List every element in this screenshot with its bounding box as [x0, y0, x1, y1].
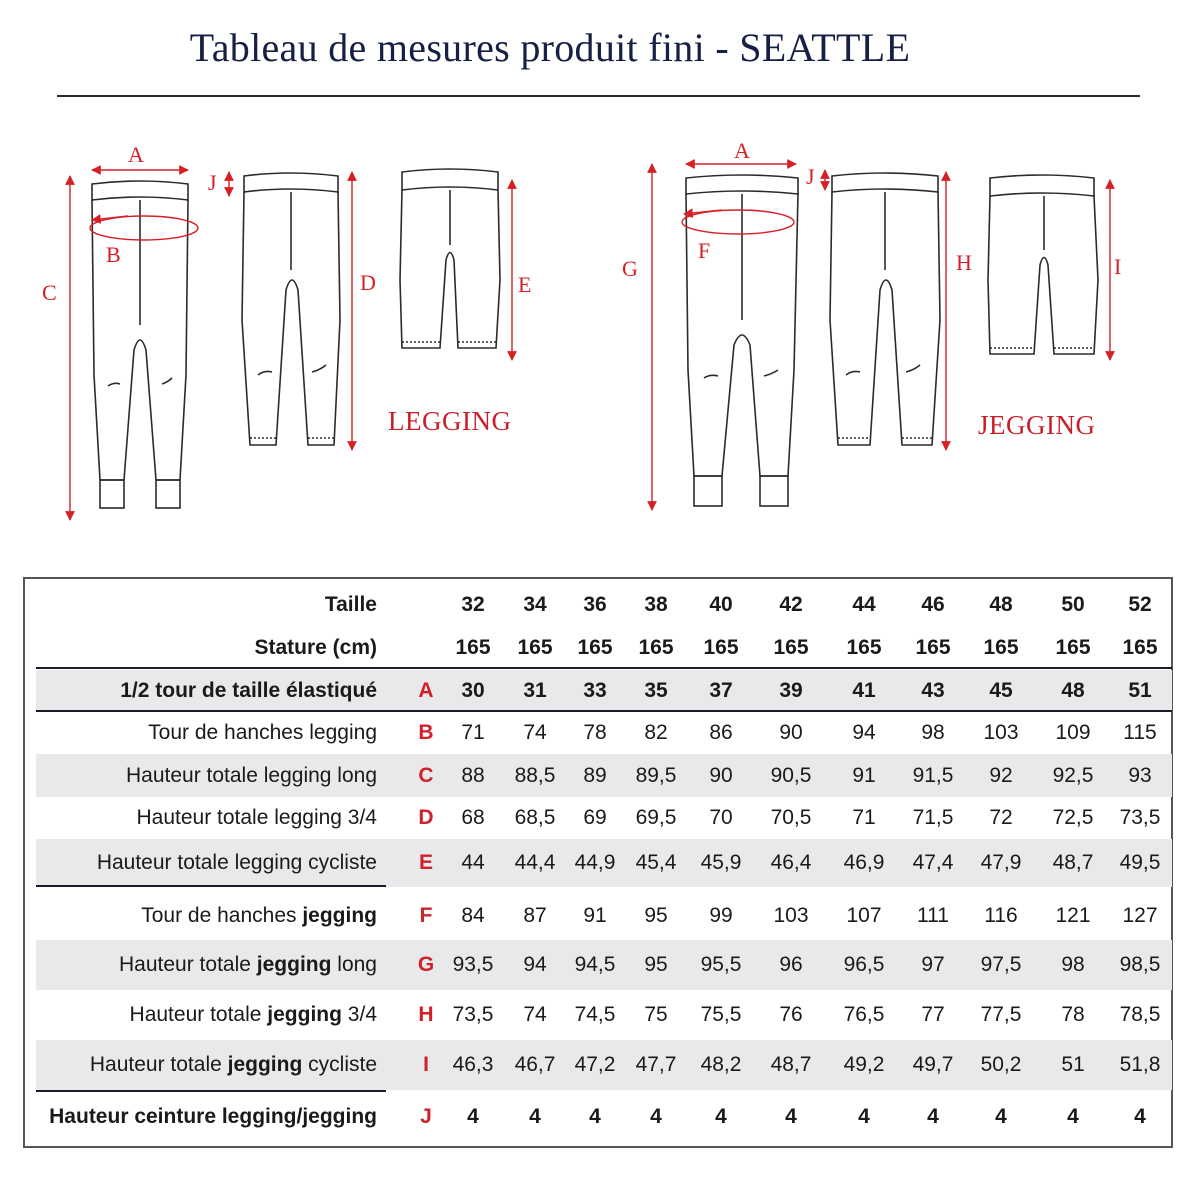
header-cell: 48 — [989, 593, 1013, 616]
value-cell: 107 — [846, 903, 882, 927]
row-letter: G — [417, 953, 435, 976]
value-cell: 37 — [709, 679, 733, 702]
table-row — [36, 940, 1172, 990]
value-cell: 92 — [989, 763, 1013, 787]
value-cell: 75,5 — [700, 1003, 742, 1026]
value-cell: 4 — [1067, 1105, 1079, 1128]
value-cell: 93,5 — [452, 953, 494, 976]
legging-cycliste-drawing — [400, 169, 500, 348]
value-cell: 46,7 — [514, 1053, 556, 1076]
value-cell: 49,7 — [912, 1053, 954, 1076]
value-cell: 75 — [644, 1003, 668, 1026]
value-cell: 41 — [852, 679, 876, 702]
header-cell: 50 — [1061, 593, 1085, 616]
value-cell: 47,7 — [635, 1053, 677, 1076]
table-row — [36, 891, 1172, 940]
value-cell: 47,9 — [980, 851, 1022, 874]
legging-label-e: E — [518, 272, 532, 297]
value-cell: 51 — [1061, 1053, 1085, 1076]
value-cell: 88,5 — [514, 763, 556, 787]
row-label — [36, 990, 377, 1040]
row-label-text: Hauteur totale legging 3/4 — [136, 806, 377, 829]
value-cell: 71 — [461, 721, 485, 744]
value-cell: 95 — [644, 903, 668, 927]
row-label-text: Tour de hanches — [141, 903, 303, 927]
table-rule — [36, 667, 1172, 669]
row-label: Stature (cm) — [254, 636, 377, 659]
value-cell: 93 — [1128, 763, 1152, 787]
value-cell: 48,7 — [770, 1053, 812, 1076]
table-row — [36, 797, 1172, 839]
value-cell: 44,9 — [574, 851, 616, 874]
value-cell: 4 — [858, 1105, 870, 1128]
header-cell: 165 — [517, 636, 553, 659]
row-letter: C — [418, 763, 434, 787]
value-cell: 4 — [650, 1105, 662, 1128]
value-cell: 98,5 — [1119, 953, 1161, 976]
value-cell: 103 — [983, 721, 1019, 744]
value-cell: 73,5 — [1119, 806, 1161, 829]
row-label-text: Hauteur totale — [89, 1053, 228, 1076]
value-cell: 94 — [852, 721, 876, 744]
header-cell: 165 — [1055, 636, 1091, 659]
value-cell: 4 — [715, 1105, 727, 1128]
row-letter: A — [418, 679, 434, 702]
jegging-label-j: J — [806, 164, 815, 189]
value-cell: 96,5 — [843, 953, 885, 976]
header-cell: 36 — [583, 593, 607, 616]
header-cell: 165 — [1122, 636, 1158, 659]
value-cell: 39 — [779, 679, 803, 702]
value-cell: 70,5 — [770, 806, 812, 829]
header-cell: 40 — [709, 593, 733, 616]
stature-header-row — [36, 628, 1172, 668]
value-cell: 91,5 — [912, 763, 954, 787]
value-cell: 76 — [779, 1003, 803, 1026]
value-cell: 48 — [1061, 679, 1085, 702]
row-letter: D — [418, 806, 434, 829]
value-cell: 45,4 — [635, 851, 677, 874]
value-cell: 30 — [461, 679, 485, 702]
value-cell: 31 — [523, 679, 547, 702]
jegging-label-g: G — [622, 256, 638, 281]
value-cell: 46,4 — [770, 851, 812, 874]
value-cell: 111 — [917, 903, 949, 927]
header-cell: 52 — [1128, 593, 1152, 616]
row-label — [36, 1040, 377, 1090]
value-cell: 68 — [461, 806, 485, 829]
value-cell: 78,5 — [1119, 1003, 1161, 1026]
jegging-label-i: I — [1114, 254, 1122, 279]
value-cell: 4 — [467, 1105, 479, 1128]
header-cell: 165 — [983, 636, 1019, 659]
header-cell: 165 — [455, 636, 491, 659]
value-cell: 91 — [583, 903, 607, 927]
value-cell: 33 — [583, 679, 607, 702]
table-row — [36, 1093, 1172, 1141]
header-cell: 165 — [846, 636, 882, 659]
legging-label-d: D — [360, 270, 376, 295]
value-cell: 103 — [773, 903, 809, 927]
row-label-text: Hauteur totale legging long — [125, 763, 377, 787]
value-cell: 74,5 — [574, 1003, 616, 1026]
value-cell: 35 — [644, 679, 668, 702]
row-label — [36, 940, 377, 990]
value-cell: 77,5 — [980, 1003, 1022, 1026]
value-cell: 90 — [779, 721, 803, 744]
value-cell: 86 — [709, 721, 733, 744]
value-cell: 89,5 — [635, 763, 677, 787]
row-label-text: Tour de hanches legging — [148, 721, 377, 744]
value-cell: 69,5 — [635, 806, 677, 829]
row-label-text: 1/2 tour de taille élastiqué — [120, 679, 377, 702]
row-letter: B — [418, 721, 434, 744]
value-cell: 4 — [995, 1105, 1007, 1128]
header-cell: 165 — [915, 636, 951, 659]
header-cell: 165 — [773, 636, 809, 659]
legging-long-drawing — [92, 181, 188, 508]
value-cell: 46,9 — [843, 851, 885, 874]
jegging-dimensions — [652, 164, 1110, 510]
row-label — [36, 797, 377, 839]
header-cell: 165 — [638, 636, 674, 659]
header-cell: 44 — [852, 593, 876, 616]
row-letter: H — [418, 1003, 434, 1026]
value-cell: 121 — [1055, 903, 1091, 927]
jegging-label-a: A — [734, 138, 750, 163]
row-label — [36, 1093, 377, 1141]
table-rule — [36, 1090, 386, 1092]
value-cell: 47,2 — [574, 1053, 616, 1076]
value-cell: 95,5 — [700, 953, 742, 976]
value-cell: 78 — [1061, 1003, 1085, 1026]
value-cell: 98 — [921, 721, 945, 744]
jegging-title: JEGGING — [978, 410, 1096, 440]
row-letter: I — [423, 1053, 429, 1076]
value-cell: 94,5 — [574, 953, 616, 976]
jegging-long-drawing — [686, 175, 798, 506]
row-label — [36, 891, 377, 940]
value-cell: 99 — [709, 903, 733, 927]
row-letter: J — [420, 1105, 432, 1128]
value-cell: 77 — [921, 1003, 945, 1026]
header-cell: 42 — [779, 593, 803, 616]
page-title: Tableau de mesures produit fini - SEATTLE — [189, 25, 911, 70]
value-cell: 109 — [1055, 721, 1091, 744]
value-cell: 94 — [523, 953, 547, 976]
row-label-emphasis: jegging — [256, 953, 332, 976]
legging-34-drawing — [242, 173, 340, 445]
table-row — [36, 670, 1172, 712]
jegging-cycliste-drawing — [988, 175, 1098, 354]
jegging-34-drawing — [830, 173, 940, 445]
row-label-suffix: long — [331, 953, 377, 976]
value-cell: 71,5 — [912, 806, 954, 829]
value-cell: 73,5 — [452, 1003, 494, 1026]
header-cell: 38 — [644, 593, 668, 616]
header-cell: 34 — [523, 593, 547, 616]
value-cell: 72,5 — [1052, 806, 1094, 829]
value-cell: 90 — [709, 763, 733, 787]
value-cell: 84 — [461, 903, 485, 927]
value-cell: 51,8 — [1119, 1053, 1161, 1076]
value-cell: 43 — [921, 679, 945, 702]
value-cell: 87 — [523, 903, 547, 927]
value-cell: 91 — [852, 763, 876, 787]
value-cell: 74 — [523, 721, 547, 744]
header-cell: 46 — [921, 593, 945, 616]
table-rule — [36, 885, 386, 887]
value-cell: 115 — [1123, 721, 1157, 744]
value-cell: 69 — [583, 806, 607, 829]
row-label-text: Hauteur ceinture legging/jegging — [49, 1105, 377, 1128]
value-cell: 95 — [644, 953, 668, 976]
value-cell: 51 — [1128, 679, 1152, 702]
value-cell: 4 — [927, 1105, 939, 1128]
value-cell: 44,4 — [514, 851, 556, 874]
jegging-label-f: F — [698, 238, 711, 263]
legging-label-c: C — [42, 280, 57, 305]
value-cell: 116 — [984, 903, 1018, 927]
row-label-text: Hauteur totale — [119, 953, 257, 976]
legging-label-j: J — [208, 170, 217, 195]
value-cell: 46,3 — [452, 1053, 494, 1076]
value-cell: 49,5 — [1119, 851, 1161, 874]
table-row — [36, 1040, 1172, 1090]
value-cell: 76,5 — [843, 1003, 885, 1026]
table-row — [36, 839, 1172, 887]
row-label-emphasis: jegging — [302, 903, 377, 927]
value-cell: 50,2 — [980, 1053, 1022, 1076]
row-label-emphasis: jegging — [227, 1053, 303, 1076]
value-cell: 90,5 — [770, 763, 812, 787]
value-cell: 68,5 — [514, 806, 556, 829]
row-label — [36, 712, 377, 754]
header-cell: 32 — [461, 593, 485, 616]
value-cell: 45,9 — [700, 851, 742, 874]
value-cell: 49,2 — [843, 1053, 885, 1076]
table-rule — [36, 710, 1172, 712]
row-label-suffix: 3/4 — [341, 1003, 377, 1026]
table-row — [36, 712, 1172, 754]
row-letter: F — [419, 903, 433, 927]
row-label-suffix: cycliste — [302, 1053, 377, 1076]
row-letter: E — [418, 851, 433, 874]
value-cell: 78 — [583, 721, 607, 744]
value-cell: 96 — [779, 953, 803, 976]
legging-label-b: B — [106, 242, 121, 267]
legging-label-a: A — [128, 142, 144, 167]
size-header-row — [36, 585, 1172, 625]
value-cell: 48,7 — [1052, 851, 1094, 874]
value-cell: 4 — [1134, 1105, 1146, 1128]
value-cell: 44 — [461, 851, 485, 874]
value-cell: 4 — [589, 1105, 601, 1128]
row-label: Taille — [324, 593, 377, 616]
row-label — [36, 839, 377, 887]
table-row — [36, 754, 1172, 797]
value-cell: 4 — [529, 1105, 541, 1128]
row-label-text: Hauteur totale legging cycliste — [96, 851, 377, 874]
value-cell: 82 — [644, 721, 668, 744]
row-label-emphasis: jegging — [267, 1003, 342, 1026]
jegging-label-h: H — [956, 250, 972, 275]
value-cell: 70 — [709, 806, 733, 829]
value-cell: 71 — [852, 806, 876, 829]
row-label-text: Hauteur totale — [129, 1003, 268, 1026]
value-cell: 97 — [921, 953, 945, 976]
value-cell: 74 — [523, 1003, 547, 1026]
value-cell: 47,4 — [912, 851, 954, 874]
header-cell: 165 — [703, 636, 739, 659]
header-cell: 165 — [577, 636, 613, 659]
value-cell: 45 — [989, 679, 1013, 702]
value-cell: 97,5 — [980, 953, 1022, 976]
value-cell: 88 — [461, 763, 485, 787]
row-label — [36, 670, 377, 712]
value-cell: 92,5 — [1052, 763, 1094, 787]
garment-diagram — [0, 120, 1200, 540]
row-label — [36, 754, 377, 797]
table-row — [36, 990, 1172, 1040]
title-divider — [57, 95, 1140, 97]
value-cell: 48,2 — [700, 1053, 742, 1076]
value-cell: 127 — [1122, 903, 1158, 927]
legging-title: LEGGING — [388, 406, 512, 436]
value-cell: 72 — [989, 806, 1013, 829]
value-cell: 98 — [1061, 953, 1085, 976]
value-cell: 89 — [583, 763, 607, 787]
value-cell: 4 — [785, 1105, 797, 1128]
